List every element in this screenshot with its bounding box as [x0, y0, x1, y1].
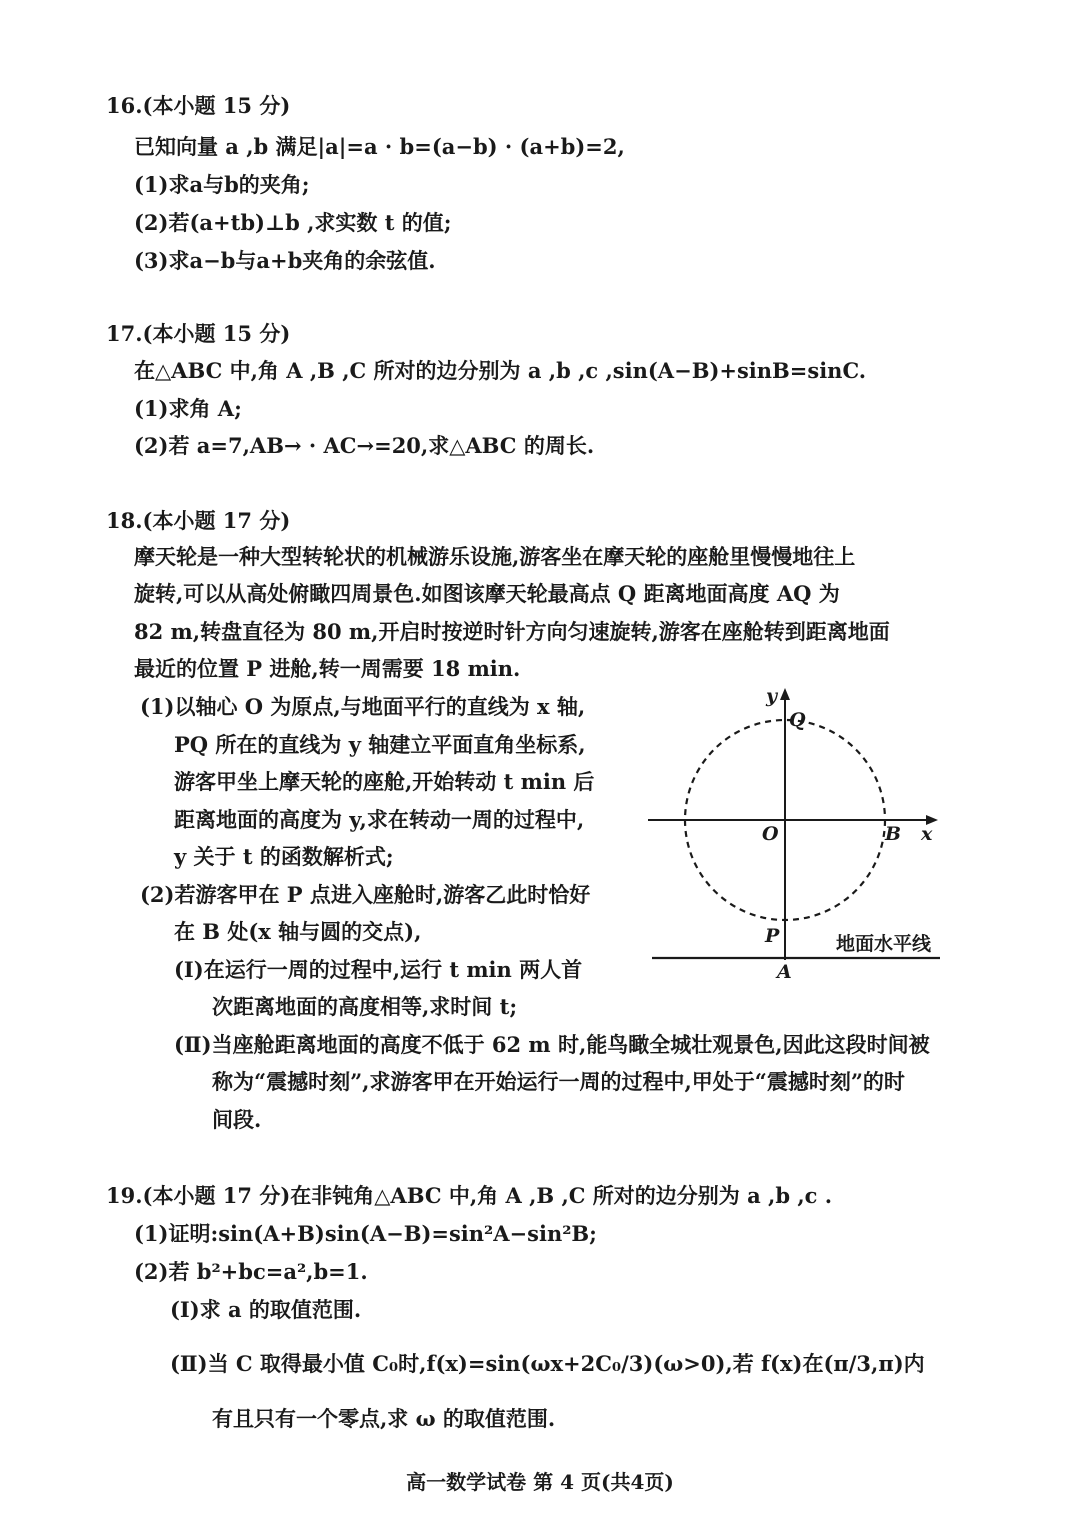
q18-part1-c: 游客甲坐上摩天轮的座舱,开始转动 t min 后: [174, 769, 595, 794]
ferris-wheel-diagram: [640, 680, 950, 980]
q18-part2-ii-line2: 称为“震撼时刻”,求游客甲在开始运行一周的过程中,甲处于“震撼时刻”的时: [212, 1069, 905, 1094]
q19-part2: (2)若 b²+bc=a²,b=1.: [134, 1259, 368, 1284]
q17-part1: (1)求角 A;: [134, 396, 242, 421]
q18-line4: 最近的位置 P 进舱,转一周需要 18 min.: [134, 656, 521, 681]
q18-part2-i-line2: 次距离地面的高度相等,求时间 t;: [212, 994, 518, 1019]
q19-title: 19.(本小题 17 分)在非钝角△ABC 中,角 A ,B ,C 所对的边分别为 a ,b ,c .: [106, 1183, 833, 1208]
q19-part2-ii-line2: 有且只有一个零点,求 ω 的取值范围.: [212, 1406, 556, 1431]
q17-stem: 在△ABC 中,角 A ,B ,C 所对的边分别为 a ,b ,c ,sin(A−B)+sinB=sinC.: [134, 358, 867, 383]
label-B: B: [885, 823, 902, 845]
q19-part2-i: (Ⅰ)求 a 的取值范围.: [170, 1297, 362, 1322]
q16-title: 16.(本小题 15 分): [106, 93, 291, 118]
q17-title: 17.(本小题 15 分): [106, 321, 291, 346]
page-footer: 高一数学试卷 第 4 页(共4页): [406, 1470, 674, 1494]
q19-part1: (1)证明:sin(A+B)sin(A−B)=sin²A−sin²B;: [134, 1221, 597, 1246]
q18-part2-ii-line1: (Ⅱ)当座舱距离地面的高度不低于 62 m 时,能鸟瞰全城壮观景色,因此这段时间被: [174, 1032, 930, 1057]
label-y: y: [766, 685, 778, 707]
q18-part2-b: 在 B 处(x 轴与圆的交点),: [174, 919, 422, 944]
q17-part2: (2)若 a=7,AB→ · AC→=20,求△ABC 的周长.: [134, 433, 595, 458]
q16-part3: (3)求a−b与a+b夹角的余弦值.: [134, 248, 436, 273]
q18-part2-ii-line3: 间段.: [212, 1107, 262, 1132]
q16-part1: (1)求a与b的夹角;: [134, 172, 310, 197]
q18-part1-b: PQ 所在的直线为 y 轴建立平面直角坐标系,: [174, 732, 586, 757]
q16-stem: 已知向量 a ,b 满足|a|=a · b=(a−b) · (a+b)=2,: [134, 134, 625, 159]
q18-part1-a: (1)以轴心 O 为原点,与地面平行的直线为 x 轴,: [140, 694, 586, 719]
label-A: A: [777, 961, 792, 980]
label-P: P: [765, 925, 780, 947]
label-x: x: [921, 823, 933, 845]
label-Q: Q: [789, 709, 806, 731]
q18-part2-i-line1: (Ⅰ)在运行一周的过程中,运行 t min 两人首: [174, 957, 583, 982]
q18-title: 18.(本小题 17 分): [106, 508, 291, 533]
q18-line1: 摩天轮是一种大型转轮状的机械游乐设施,游客坐在摩天轮的座舱里慢慢地往上: [134, 544, 856, 569]
q19-part2-ii-line1: (Ⅱ)当 C 取得最小值 C₀时,f(x)=sin(ωx+2C₀/3)(ω>0),若 f(x)在(π/3,π)内: [170, 1351, 925, 1376]
q18-line2: 旋转,可以从高处俯瞰四周景色.如图该摩天轮最高点 Q 距离地面高度 AQ 为: [134, 581, 840, 606]
q16-part2: (2)若(a+tb)⊥b ,求实数 t 的值;: [134, 210, 452, 235]
label-ground: 地面水平线: [836, 933, 932, 955]
q18-part2-a: (2)若游客甲在 P 点进入座舱时,游客乙此时恰好: [140, 882, 591, 907]
y-axis-arrow-icon: [780, 688, 790, 700]
q18-part1-d: 距离地面的高度为 y,求在转动一周的过程中,: [174, 807, 585, 832]
label-O: O: [762, 823, 779, 845]
q18-part1-e: y 关于 t 的函数解析式;: [174, 844, 394, 869]
q18-line3: 82 m,转盘直径为 80 m,开启时按逆时针方向匀速旋转,游客在座舱转到距离地面: [134, 619, 890, 644]
